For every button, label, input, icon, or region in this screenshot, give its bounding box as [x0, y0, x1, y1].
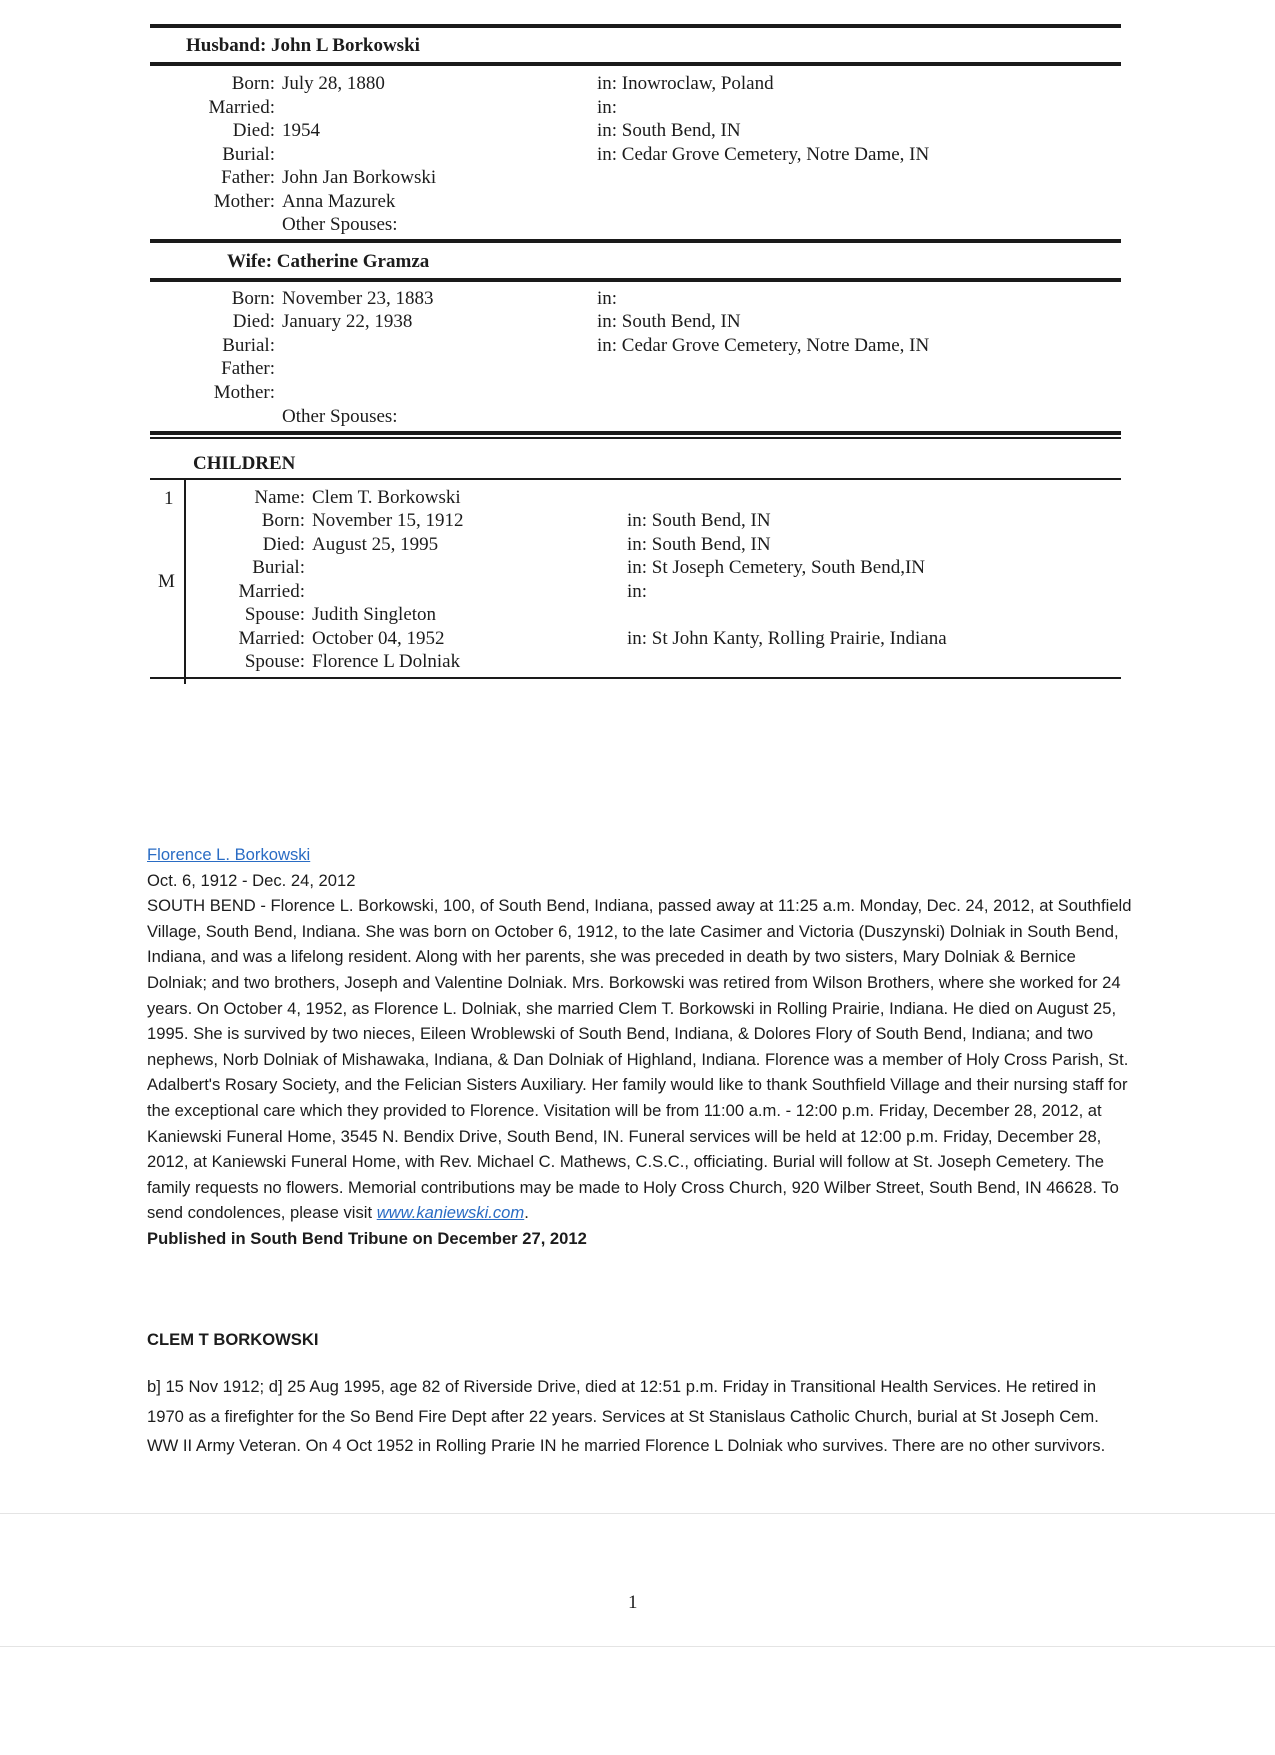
child-row-married-2 — [0, 627, 1275, 651]
husband-row-burial — [0, 143, 1275, 167]
field-place: in: South Bend, IN — [597, 311, 741, 332]
field-place: in: South Bend, IN — [627, 510, 771, 531]
top-rule — [150, 24, 1121, 28]
wife-row-mother — [0, 381, 1275, 405]
field-value: Florence L Dolniak — [312, 651, 461, 672]
clem-obituary-heading: CLEM T BORKOWSKI — [147, 1330, 319, 1349]
obituary-body — [147, 893, 1132, 1226]
husband-row-born — [0, 72, 1275, 96]
field-place: in: St Joseph Cemetery, South Bend,IN — [627, 557, 925, 578]
obituary-site-link[interactable]: www.kaniewski.com — [376, 1203, 525, 1223]
obituary-body-end: . — [524, 1203, 529, 1223]
wife-row-father — [0, 357, 1275, 381]
child-row-spouse-2 — [0, 650, 1275, 674]
field-label: Married: — [208, 97, 275, 118]
clem-obituary-body: b] 15 Nov 1912; d] 25 Aug 1995, age 82 of Riverside Drive, died at 12:51 p.m. Friday in Transitional Health Services. He retired in 1970 as a firefighter for the So Bend Fire Dept after 22 years. Services at St Stanislaus Catholic Church, burial at St Joseph Cem. WW II Army Veteran. On 4 Oct 1952 in Rolling Prarie IN he married Florence L Dolniak who survives. There are no other survivors. — [147, 1377, 1106, 1455]
field-place: in: South Bend, IN — [597, 120, 741, 141]
page-number: 1 — [628, 1592, 638, 1613]
wife-heading: Wife: Catherine Gramza — [227, 251, 430, 272]
field-value: Judith Singleton — [312, 604, 437, 625]
obituary-published: Published in South Bend Tribune on December 27, 2012 — [147, 1228, 587, 1248]
husband-rule — [150, 62, 1121, 66]
clem-obituary — [147, 1372, 1132, 1461]
field-place: in: South Bend, IN — [627, 534, 771, 555]
children-top-rule — [150, 431, 1121, 435]
obituary-body-text: SOUTH BEND - Florence L. Borkowski, 100, of South Bend, Indiana, passed away at 11:25 a.m. Monday, Dec. 24, 2012, at Southfield Village, South Bend, Indiana. She was born on October 6, 1912, to the late Casimer and Victoria (Duszynski) Dolniak in South Bend, Indiana, and was a lifelong resident. Along with her parents, she was preceded in death by two sisters, Mary Dolniak & Bernice Dolniak; and two brothers, Joseph and Valentine Dolniak. Mrs. Borkowski was retired from Wilson Brothers, where she worked for 24 years. On October 4, 1952, as Florence L. Dolniak, she married Clem T. Borkowski in Rolling Prairie, Indiana. He died on August 25, 1995. She is survived by two nieces, Eileen Wroblewski of South Bend, Indiana, & Dolores Flory of South Bend, Indiana; and two nephews, Norb Dolniak of Mishawaka, Indiana, & Dan Dolniak of Highland, Indiana. Florence was a member of Holy Cross Parish, St. Adalbert's Rosary Society, and the Felician Sisters Auxiliary. Her family would like to thank Southfield Village and their nursing staff for the exceptional care which they provided to Florence. Visitation will be from 11:00 a.m. - 12:00 p.m. Friday, December 28, 2012, at Kaniewski Funeral Home, 3545 N. Bendix Drive, South Bend, IN. Funeral services will be held at 12:00 p.m. Friday, December 28, 2012, at Kaniewski Funeral Home, with Rev. Michael C. Mathews, C.S.C., officiating. Burial will follow at St. Joseph Cemetery. The family requests no flowers. Memorial contributions may be made to Holy Cross Church, 920 Wilber Street, South Bend, IN 46628. To send condolences, please visit — [147, 896, 1132, 1223]
field-label: Died: — [232, 311, 275, 332]
child-number: 1 — [164, 488, 174, 509]
field-label: Name: — [254, 487, 305, 508]
wife-row-born — [0, 287, 1275, 311]
wife-row-died — [0, 310, 1275, 334]
children-bottom-rule — [150, 677, 1121, 679]
field-value: November 15, 1912 — [312, 510, 464, 531]
field-place: in: — [597, 97, 618, 118]
child-sex: M — [158, 571, 175, 592]
field-value: Anna Mazurek — [282, 191, 396, 212]
field-label: Mother: — [213, 191, 275, 212]
husband-other-spouses: Other Spouses: — [282, 214, 398, 235]
field-value: Clem T. Borkowski — [312, 487, 461, 508]
children-top-rule-thin — [150, 437, 1121, 439]
children-rule — [150, 478, 1121, 480]
obituary-name-link[interactable]: Florence L. Borkowski — [147, 845, 311, 864]
husband-row-mother — [0, 190, 1275, 214]
field-label: Born: — [261, 510, 305, 531]
husband-heading: Husband: John L Borkowski — [186, 35, 420, 56]
field-label: Died: — [262, 534, 305, 555]
field-label: Mother: — [213, 382, 275, 403]
field-value: January 22, 1938 — [282, 311, 413, 332]
field-label: Burial: — [222, 335, 275, 356]
scan-edge-line — [0, 1646, 1275, 1647]
field-value: July 28, 1880 — [282, 73, 385, 94]
field-place: in: Inowroclaw, Poland — [597, 73, 774, 94]
child-row-spouse — [0, 603, 1275, 627]
field-value: August 25, 1995 — [312, 534, 439, 555]
child-row-married — [0, 580, 1275, 604]
field-label: Born: — [231, 73, 275, 94]
child-row-burial — [0, 556, 1275, 580]
field-label: Married: — [238, 628, 305, 649]
wife-rule — [150, 278, 1121, 282]
field-value: October 04, 1952 — [312, 628, 445, 649]
field-label: Born: — [231, 288, 275, 309]
field-place: in: — [627, 581, 648, 602]
field-label: Burial: — [222, 144, 275, 165]
field-label: Spouse: — [244, 651, 305, 672]
wife-other-spouses: Other Spouses: — [282, 406, 398, 427]
field-place: in: — [597, 288, 618, 309]
field-label: Burial: — [252, 557, 305, 578]
field-label: Spouse: — [244, 604, 305, 625]
wife-top-rule — [150, 239, 1121, 243]
field-label: Married: — [238, 581, 305, 602]
field-place: in: Cedar Grove Cemetery, Notre Dame, IN — [597, 144, 930, 165]
children-heading: CHILDREN — [193, 453, 296, 474]
field-value: November 23, 1883 — [282, 288, 434, 309]
field-value: 1954 — [282, 120, 320, 141]
field-value: John Jan Borkowski — [282, 167, 437, 188]
child-row-died — [0, 533, 1275, 557]
obituary-dates: Oct. 6, 1912 - Dec. 24, 2012 — [147, 870, 356, 890]
florence-obituary — [147, 842, 1132, 1252]
child-row-born — [0, 509, 1275, 533]
field-label: Father: — [221, 167, 275, 188]
husband-row-died — [0, 119, 1275, 143]
field-place: in: Cedar Grove Cemetery, Notre Dame, IN — [597, 335, 930, 356]
clem-obituary-heading-block — [147, 1327, 1132, 1353]
page-footer-rule — [0, 1513, 1275, 1514]
field-label: Father: — [221, 358, 275, 379]
wife-row-burial — [0, 334, 1275, 358]
child-row-name — [0, 486, 1275, 510]
field-label: Died: — [232, 120, 275, 141]
field-place: in: St John Kanty, Rolling Prairie, Indiana — [627, 628, 947, 649]
husband-row-father — [0, 166, 1275, 190]
husband-row-married — [0, 96, 1275, 120]
